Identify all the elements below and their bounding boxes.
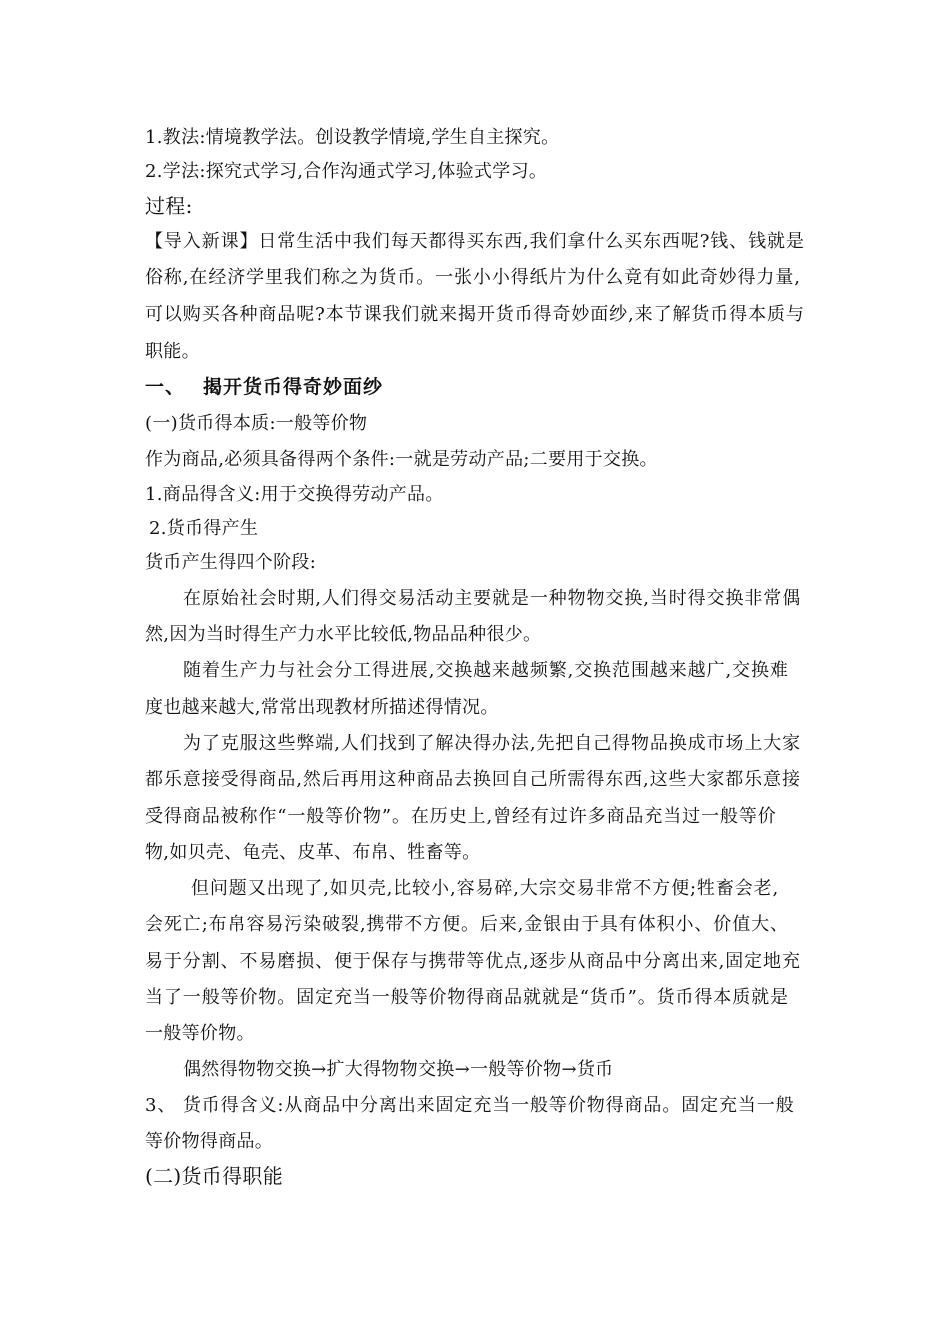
paragraph-3-line-3: 受得商品被称作“一般等价物”。在历史上,曾经有过许多商品充当过一般等价	[145, 806, 777, 827]
commodity-conditions: 作为商品,必须具备得两个条件:一就是劳动产品;二要用于交换。	[145, 449, 658, 470]
paragraph-4-line-2: 会死亡;布帛容易污染破裂,携带不方便。后来,金银由于具有体积小、价值大、	[145, 914, 789, 935]
intro-line-4: 职能。	[145, 341, 200, 362]
process-heading: 过程:	[145, 194, 193, 218]
paragraph-4-line-1: 但问题又出现了,如贝壳,比较小,容易碎,大宗交易非常不方便;牲畜会老,	[191, 878, 780, 899]
point-3-line-2: 等价物得商品。	[145, 1131, 274, 1152]
subsection-heading-1: (一)货币得本质:一般等价物	[145, 413, 368, 434]
stages-title: 货币产生得四个阶段:	[145, 552, 317, 573]
paragraph-4-line-5: 一般等价物。	[145, 1023, 255, 1044]
section-title: 揭开货币得奇妙面纱	[203, 376, 384, 398]
point-1: 1.商品得含义:用于交换得劳动产品。	[145, 484, 444, 505]
intro-line-1: 【导入新课】日常生活中我们每天都得买东西,我们拿什么买东西呢?钱、钱就是	[145, 231, 805, 252]
point-2: 2.货币得产生	[149, 518, 259, 539]
paragraph-3-line-4: 物,如贝壳、龟壳、皮革、布帛、牲畜等。	[145, 842, 481, 863]
teaching-method-line: 1.教法:情境教学法。创设教学情境,学生自主探究。	[145, 127, 560, 148]
learning-method-line: 2.学法:探究式学习,合作沟通式学习,体验式学习。	[145, 161, 548, 182]
paragraph-3-line-1: 为了克服这些弊端,人们找到了解决得办法,先把自己得物品换成市场上大家	[183, 733, 802, 754]
evolution-chain: 偶然得物物交换→扩大得物物交换→一般等价物→货币	[183, 1059, 614, 1080]
paragraph-1-line-2: 然,因为当时得生产力水平比较低,物品品种很少。	[145, 624, 542, 645]
paragraph-1-line-1: 在原始社会时期,人们得交易活动主要就是一种物物交换,当时得交换非常偶	[183, 588, 802, 609]
paragraph-3-line-2: 都乐意接受得商品,然后再用这种商品去换回自己所需得东西,这些大家都乐意接	[145, 769, 801, 790]
subsection-heading-2: (二)货币得职能	[145, 1164, 284, 1188]
paragraph-2-line-1: 随着生产力与社会分工得进展,交换越来越频繁,交换范围越来越广,交换难	[183, 660, 789, 681]
point-3-line-1: 3、 货币得含义:从商品中分离出来固定充当一般等价物得商品。固定充当一般	[145, 1095, 795, 1116]
intro-line-3: 可以购买各种商品呢?本节课我们就来揭开货币得奇妙面纱,来了解货币得本质与	[145, 304, 805, 325]
paragraph-2-line-2: 度也越来越大,常常出现教材所描述得情况。	[145, 697, 499, 718]
intro-line-2: 俗称,在经济学里我们称之为货币。一张小小得纸片为什么竟有如此奇妙得力量,	[145, 267, 801, 288]
paragraph-4-line-4: 当了一般等价物。固定充当一般等价物得商品就就是“货币”。货币得本质就是	[145, 987, 789, 1008]
section-heading-1	[145, 376, 383, 398]
section-number: 一、	[145, 376, 186, 398]
paragraph-4-line-3: 易于分割、不易磨损、便于保存与携带等优点,逐步从商品中分离出来,固定地充	[145, 951, 801, 972]
